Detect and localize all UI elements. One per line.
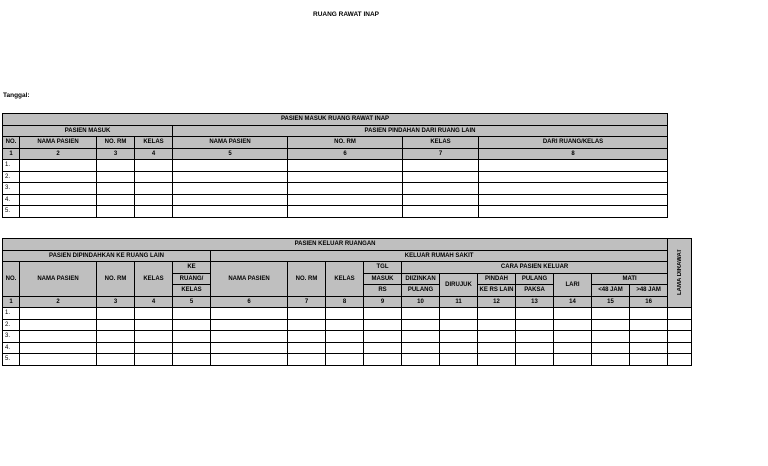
table-cell[interactable] (326, 342, 364, 354)
table-cell[interactable] (479, 206, 668, 218)
table-cell[interactable] (288, 308, 326, 320)
col-number: 12 (478, 296, 516, 308)
row-number: 5. (3, 206, 20, 218)
col-number: 8 (326, 296, 364, 308)
table-cell[interactable] (440, 319, 478, 331)
row-number: 2. (3, 319, 20, 331)
table-cell[interactable] (479, 183, 668, 195)
table-cell[interactable] (668, 342, 692, 354)
table-cell[interactable] (668, 319, 692, 331)
col-header: NO. RM (97, 137, 135, 149)
table-cell[interactable] (20, 194, 97, 206)
table-cell[interactable] (402, 331, 440, 343)
table-cell[interactable] (630, 354, 668, 366)
table-cell[interactable] (554, 354, 592, 366)
table-cell[interactable] (364, 319, 402, 331)
table-cell[interactable] (479, 171, 668, 183)
row-number: 2. (3, 171, 20, 183)
table-cell[interactable] (288, 206, 403, 218)
table-cell[interactable] (630, 331, 668, 343)
col-header: NAMA PASIEN (20, 137, 97, 149)
col-header-ke-ruang: RUANG/ (173, 273, 211, 285)
table-cell[interactable] (364, 354, 402, 366)
admission-rows (3, 160, 668, 218)
col-number: 2 (20, 296, 97, 308)
admission-table (2, 113, 668, 218)
table-cell[interactable] (630, 342, 668, 354)
table-row (3, 206, 668, 218)
col-number: 16 (630, 296, 668, 308)
table-cell[interactable] (20, 331, 97, 343)
col-header-mati-lt48: <48 JAM (592, 285, 630, 297)
table-cell[interactable] (478, 354, 516, 366)
table-cell[interactable] (364, 308, 402, 320)
table-cell[interactable] (288, 331, 326, 343)
table-cell[interactable] (554, 331, 592, 343)
col-number: 1 (3, 296, 20, 308)
table-cell[interactable] (326, 354, 364, 366)
table-cell[interactable] (173, 206, 288, 218)
col-header-nama: NAMA PASIEN (211, 262, 288, 297)
table-cell[interactable] (402, 319, 440, 331)
col-number: 7 (403, 148, 479, 160)
row-number: 4. (3, 194, 20, 206)
table-cell[interactable] (440, 342, 478, 354)
table-cell[interactable] (554, 342, 592, 354)
table-cell[interactable] (326, 319, 364, 331)
col-header: KELAS (403, 137, 479, 149)
col-number: 5 (173, 296, 211, 308)
table-cell[interactable] (97, 308, 135, 320)
table-cell[interactable] (364, 342, 402, 354)
col-header-pulang-paksa: PAKSA (516, 285, 554, 297)
col-number: 5 (173, 148, 288, 160)
col-header-tgl-masuk: TGL (364, 262, 402, 274)
table-cell[interactable] (135, 183, 173, 195)
table-row (3, 308, 692, 320)
table-cell[interactable] (135, 206, 173, 218)
col-header: DARI RUANG/KELAS (479, 137, 668, 149)
table-cell[interactable] (668, 354, 692, 366)
table-cell[interactable] (479, 160, 668, 172)
col-header: KELAS (135, 137, 173, 149)
table-cell[interactable] (211, 342, 288, 354)
col-number: 13 (516, 296, 554, 308)
table-cell[interactable] (288, 160, 403, 172)
row-number: 1. (3, 160, 20, 172)
group-pasien-masuk: PASIEN MASUK (3, 125, 173, 137)
table-cell[interactable] (479, 194, 668, 206)
col-number: 14 (554, 296, 592, 308)
table-cell[interactable] (478, 342, 516, 354)
table-cell[interactable] (630, 319, 668, 331)
table-cell[interactable] (97, 171, 135, 183)
row-number: 1. (3, 308, 20, 320)
table-cell[interactable] (211, 308, 288, 320)
table-cell[interactable] (97, 183, 135, 195)
admission-header-row (3, 137, 668, 149)
discharge-table (2, 238, 692, 366)
table-cell[interactable] (478, 319, 516, 331)
group-pasien-pindahan: PASIEN PINDAHAN DARI RUANG LAIN (173, 125, 668, 137)
table-cell[interactable] (20, 206, 97, 218)
table-cell[interactable] (20, 354, 97, 366)
row-number: 3. (3, 331, 20, 343)
table-cell[interactable] (135, 308, 173, 320)
col-header-dirujuk: DIRUJUK (440, 273, 478, 296)
table-cell[interactable] (288, 354, 326, 366)
col-header-no-rm: NO. RM (288, 262, 326, 297)
table-cell[interactable] (135, 319, 173, 331)
table-cell[interactable] (173, 331, 211, 343)
table-cell[interactable] (135, 342, 173, 354)
table-cell[interactable] (97, 354, 135, 366)
table-cell[interactable] (592, 331, 630, 343)
col-header-lari: LARI (554, 273, 592, 296)
table-cell[interactable] (402, 342, 440, 354)
group-cara-keluar: CARA PASIEN KELUAR (402, 262, 668, 274)
table-cell[interactable] (478, 308, 516, 320)
table-cell[interactable] (592, 308, 630, 320)
table-cell[interactable] (173, 308, 211, 320)
col-number: 7 (288, 296, 326, 308)
table-cell[interactable] (668, 331, 692, 343)
group-dipindahkan: PASIEN DIPINDAHKAN KE RUANG LAIN (3, 250, 211, 262)
col-number: 6 (288, 148, 403, 160)
table-cell[interactable] (554, 308, 592, 320)
col-header: NAMA PASIEN (173, 137, 288, 149)
col-header-diizinkan: PULANG (402, 285, 440, 297)
table-cell[interactable] (592, 342, 630, 354)
table-row (3, 354, 692, 366)
table-cell[interactable] (326, 308, 364, 320)
table-cell[interactable] (173, 342, 211, 354)
table-cell[interactable] (135, 194, 173, 206)
col-number: 10 (402, 296, 440, 308)
col-header-pulang-paksa: PULANG (516, 273, 554, 285)
table-cell[interactable] (630, 308, 668, 320)
table-cell[interactable] (288, 171, 403, 183)
table-cell[interactable] (20, 183, 97, 195)
table-row (3, 331, 692, 343)
group-keluar-rs: KELUAR RUMAH SAKIT (211, 250, 668, 262)
col-header: NO. RM (288, 137, 403, 149)
table-row (3, 183, 668, 195)
discharge-table-title: PASIEN KELUAR RUANGAN (3, 239, 668, 251)
col-number: 11 (440, 296, 478, 308)
table-cell[interactable] (440, 354, 478, 366)
table-cell[interactable] (288, 183, 403, 195)
table-cell[interactable] (20, 308, 97, 320)
col-header-nama: NAMA PASIEN (20, 262, 97, 297)
col-number: 6 (211, 296, 288, 308)
col-number: 3 (97, 296, 135, 308)
row-number: 3. (3, 183, 20, 195)
col-number: 1 (3, 148, 20, 160)
col-header-pindah: KE RS LAIN (478, 285, 516, 297)
row-number: 5. (3, 354, 20, 366)
table-cell[interactable] (402, 354, 440, 366)
table-cell[interactable] (135, 331, 173, 343)
table-cell[interactable] (440, 308, 478, 320)
col-number: 15 (592, 296, 630, 308)
table-cell[interactable] (211, 354, 288, 366)
table-cell[interactable] (211, 331, 288, 343)
col-number: 9 (364, 296, 402, 308)
table-cell[interactable] (403, 160, 479, 172)
col-header-mati-gt48: >48 JAM (630, 285, 668, 297)
admission-table-title: PASIEN MASUK RUANG RAWAT INAP (3, 114, 668, 126)
row-number: 4. (3, 342, 20, 354)
table-cell[interactable] (20, 160, 97, 172)
table-cell[interactable] (668, 308, 692, 320)
table-cell[interactable] (97, 342, 135, 354)
col-header-mati: MATI (592, 273, 668, 285)
col-number: 3 (97, 148, 135, 160)
table-cell[interactable] (135, 160, 173, 172)
col-header-diizinkan: DIIZINKAN (402, 273, 440, 285)
col-header: NO. (3, 137, 20, 149)
table-row (3, 319, 692, 331)
table-cell[interactable] (97, 319, 135, 331)
table-cell[interactable] (173, 354, 211, 366)
table-cell[interactable] (554, 319, 592, 331)
col-number: 4 (135, 296, 173, 308)
table-cell[interactable] (173, 183, 288, 195)
col-header-no-rm: NO. RM (97, 262, 135, 297)
col-header-kelas: KELAS (326, 262, 364, 297)
col-header-tgl-masuk: MASUK (364, 273, 402, 285)
col-header-tgl-masuk: RS (364, 285, 402, 297)
table-cell[interactable] (516, 308, 554, 320)
table-cell[interactable] (20, 342, 97, 354)
table-cell[interactable] (403, 171, 479, 183)
lama-dirawat-label: LAMA DIRAWAT (676, 249, 683, 295)
table-cell[interactable] (364, 331, 402, 343)
table-cell[interactable] (173, 160, 288, 172)
table-row (3, 160, 668, 172)
table-cell[interactable] (288, 319, 326, 331)
table-cell[interactable] (403, 206, 479, 218)
table-cell[interactable] (211, 319, 288, 331)
table-cell[interactable] (402, 308, 440, 320)
col-number: 8 (479, 148, 668, 160)
table-cell[interactable] (516, 354, 554, 366)
table-cell[interactable] (592, 319, 630, 331)
table-cell[interactable] (20, 171, 97, 183)
table-cell[interactable] (288, 342, 326, 354)
col-header-ke-ruang: KELAS (173, 285, 211, 297)
admission-number-row (3, 148, 668, 160)
lama-dirawat-header (668, 239, 692, 308)
table-cell[interactable] (592, 354, 630, 366)
table-cell[interactable] (516, 342, 554, 354)
page-title: RUANG RAWAT INAP (313, 11, 379, 18)
col-header-ke-ruang: KE (173, 262, 211, 274)
col-header-pindah: PINDAH (478, 273, 516, 285)
table-cell[interactable] (97, 331, 135, 343)
table-cell[interactable] (478, 331, 516, 343)
table-cell[interactable] (288, 194, 403, 206)
table-row (3, 194, 668, 206)
table-cell[interactable] (516, 319, 554, 331)
table-cell[interactable] (97, 206, 135, 218)
table-cell[interactable] (97, 194, 135, 206)
table-cell[interactable] (173, 194, 288, 206)
col-number: 4 (135, 148, 173, 160)
table-cell[interactable] (516, 331, 554, 343)
table-cell[interactable] (403, 183, 479, 195)
table-cell[interactable] (97, 160, 135, 172)
discharge-number-row (3, 296, 692, 308)
table-cell[interactable] (20, 319, 97, 331)
col-header-kelas: KELAS (135, 262, 173, 297)
table-cell[interactable] (440, 331, 478, 343)
table-cell[interactable] (135, 354, 173, 366)
table-cell[interactable] (403, 194, 479, 206)
col-header-no: NO. (3, 262, 20, 297)
table-cell[interactable] (173, 319, 211, 331)
table-cell[interactable] (326, 331, 364, 343)
date-label: Tanggal: (3, 92, 30, 99)
table-row (3, 171, 668, 183)
discharge-rows (3, 308, 692, 366)
table-row (3, 342, 692, 354)
table-cell[interactable] (173, 171, 288, 183)
table-cell[interactable] (135, 171, 173, 183)
col-number: 2 (20, 148, 97, 160)
